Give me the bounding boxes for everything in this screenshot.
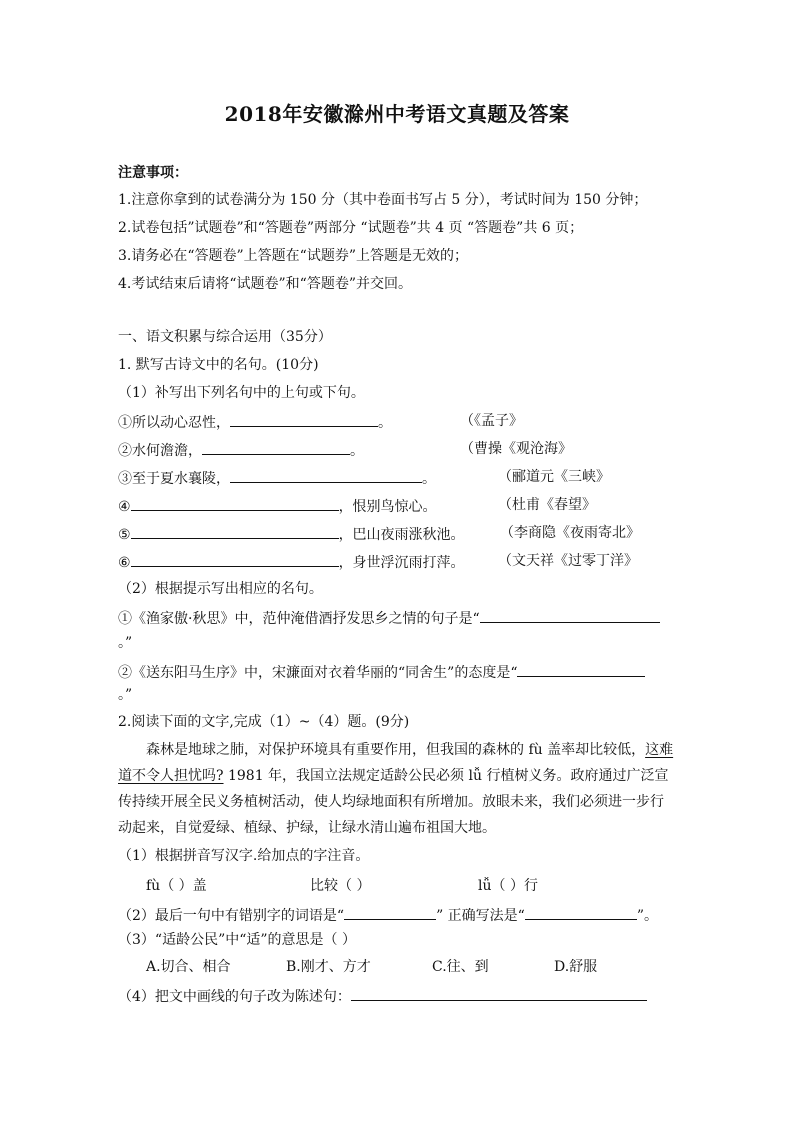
notice-item: 3.请务必在“答题卷”上答题在“试题券”上答题是无效的； — [118, 248, 468, 264]
sub-question-text: （2）最后一句中有错别字的词语是“ — [118, 908, 345, 924]
pinyin-item: fù（ ）盖 — [146, 878, 207, 894]
line-prefix: ⑤ — [118, 527, 131, 543]
line-suffix: 。 — [350, 443, 364, 459]
line-source: （李商隐《夜雨寄北》 — [500, 525, 640, 541]
sub-question-text: （4）把文中画线的句子改为陈述句： — [118, 989, 351, 1005]
fill-line — [118, 467, 436, 489]
passage-text: 森林是地球之肺，对保护环境具有重要作用，但我国的森林的 fù 盖率却比较低， — [146, 742, 646, 758]
prompt-text: ②《送东阳马生序》中，宋濂面对衣着华丽的“同舍生”的态度是“ — [118, 665, 518, 681]
fill-line — [118, 551, 465, 573]
answer-blank[interactable] — [517, 661, 645, 677]
question-1-part2: （2）根据提示写出相应的名句。 — [118, 581, 323, 597]
answer-blank[interactable] — [131, 523, 339, 539]
passage-line — [118, 766, 668, 786]
sub-question-text: ”。 — [636, 908, 659, 924]
line-suffix: ，恨别鸟惊心。 — [338, 499, 437, 515]
line-suffix: 。 — [422, 471, 436, 487]
prompt-text: ①《渔家傲·秋思》中，范仲淹借酒抒发思乡之情的句子是“ — [118, 611, 480, 627]
prompt-end: 。” — [118, 635, 133, 651]
line-suffix: ，身世浮沉雨打萍。 — [338, 555, 465, 571]
option-c[interactable]: C.往、到 — [432, 959, 489, 975]
option-d[interactable]: D.舒服 — [554, 959, 598, 975]
notice-item: 4.考试结束后请将“试题卷”和“答题卷”并交回。 — [118, 276, 412, 292]
notice-heading: 注意事项： — [118, 165, 188, 181]
line-source: （文天祥《过零丁洋》 — [498, 553, 638, 569]
line-source: （《孟子》 — [460, 413, 523, 429]
line-prefix: ①所以动心忍性， — [118, 415, 230, 431]
line-source: （杜甫《春望》 — [498, 497, 596, 513]
line-suffix: ，巴山夜雨涨秋池。 — [338, 527, 465, 543]
question-1-title: 1. 默写古诗文中的名句。(10分) — [118, 357, 319, 373]
line-prefix: ②水何澹澹， — [118, 443, 202, 459]
line-source: （郦道元《三峡》 — [498, 469, 610, 485]
underlined-sentence: 道不令人担忧吗? — [118, 768, 224, 784]
notice-item: 2.试卷包括”试题卷”和“答题卷”两部分 “试题卷”共 4 页 “答题卷”共 6 页； — [118, 220, 584, 236]
line-prefix: ③至于夏水襄陵， — [118, 471, 230, 487]
pinyin-item: lǚ（ ）行 — [478, 878, 538, 894]
fill-line — [118, 411, 392, 433]
line-prefix: ⑥ — [118, 555, 131, 571]
answer-blank[interactable] — [480, 607, 660, 623]
passage-line: 传持续开展全民义务植树活动，使人均绿地面积有所增加。放眼未来，我们必须进一步行 — [118, 794, 664, 810]
answer-blank[interactable] — [525, 904, 637, 920]
answer-blank[interactable] — [344, 904, 436, 920]
notice-item: 1.注意你拿到的试卷满分为 150 分（其中卷面书写占 5 分），考试时间为 150 分钟； — [118, 192, 648, 208]
answer-blank[interactable] — [202, 439, 350, 455]
section-heading: 一、语文积累与综合运用（35分） — [118, 329, 332, 345]
option-b[interactable]: B.刚才、方才 — [286, 959, 371, 975]
passage-text: 1981 年，我国立法规定适龄公民必须 lǚ 行植树义务。政府通过广泛宣 — [223, 768, 669, 784]
sub-question-1: （1）根据拼音写汉字.给加点的字注音。 — [118, 848, 370, 864]
line-prefix: ④ — [118, 499, 131, 515]
fill-line — [118, 439, 364, 461]
sub-question-2 — [118, 904, 658, 926]
passage-line: 动起来，自觉爱绿、植绿、护绿，让绿水清山遍布祖国大地。 — [118, 820, 496, 836]
sub-question-3: （3）“适龄公民”中“适”的意思是（ ） — [118, 932, 356, 948]
fill-line — [118, 523, 465, 545]
page-title: 2018年安徽滁州中考语文真题及答案 — [224, 102, 570, 126]
passage-line — [146, 740, 673, 760]
pinyin-item: 比较（ ） — [310, 878, 371, 894]
answer-blank[interactable] — [351, 985, 647, 1001]
underlined-sentence: 这难 — [645, 742, 674, 758]
fill-line — [118, 495, 437, 517]
sub-question-text: ” 正确写法是“ — [436, 908, 525, 924]
prompt-end: 。” — [118, 687, 133, 703]
answer-blank[interactable] — [230, 467, 422, 483]
question-1-part1: （1）补写出下列名句中的上句或下句。 — [118, 385, 365, 401]
question-2-title: 2.阅读下面的文字,完成（1）~（4）题。(9分) — [118, 714, 410, 730]
answer-blank[interactable] — [230, 411, 378, 427]
answer-blank[interactable] — [131, 551, 339, 567]
answer-blank[interactable] — [131, 495, 339, 511]
line-suffix: 。 — [378, 415, 392, 431]
line-source: （曹操《观沧海》 — [460, 441, 572, 457]
prompt-line — [118, 661, 645, 683]
prompt-line — [118, 607, 660, 629]
option-a[interactable]: A.切合、相合 — [146, 959, 231, 975]
sub-question-4 — [118, 985, 647, 1007]
